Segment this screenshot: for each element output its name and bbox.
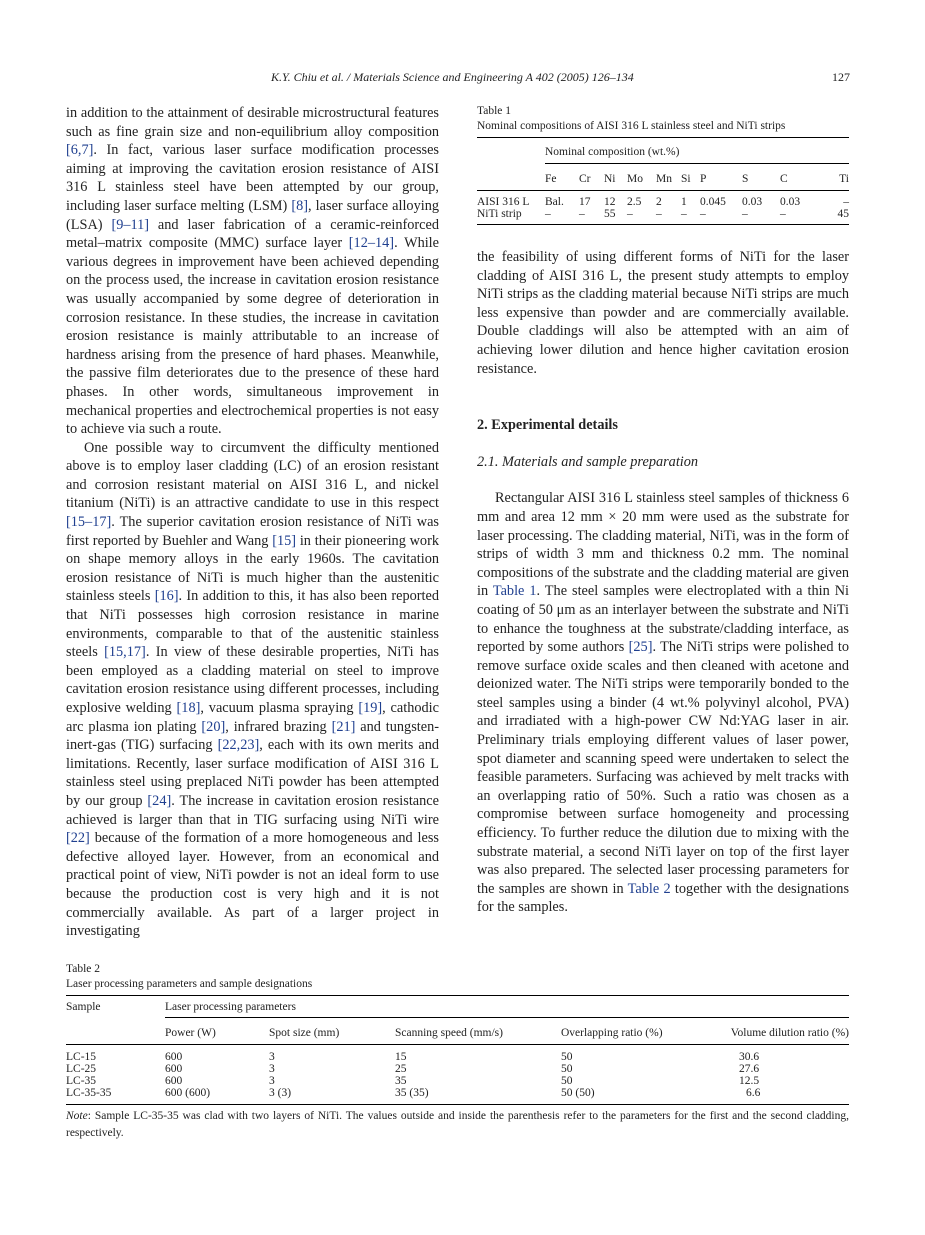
table-cell: 0.045 bbox=[700, 196, 726, 208]
column-header: S bbox=[742, 173, 749, 185]
paragraph-feasibility: the feasibility of using different forms of NiTi for the laser cladding of AISI 316 L, the present study attempts to employ NiTi strips as the cladding material because NiTi strips are much less expensive than powder and are commercially available. Double claddings will also be attempted with an aim of achieving lower dilution and hence higher cavitation erosion resistance. bbox=[477, 249, 849, 377]
table-cell: 3 bbox=[269, 1063, 275, 1075]
table-cell: 2 bbox=[656, 196, 662, 208]
column-header: Ni bbox=[604, 173, 616, 185]
citation-link[interactable]: [15,17] bbox=[104, 644, 146, 661]
citation-link[interactable]: [20] bbox=[201, 718, 226, 735]
row-label: AISI 316 L bbox=[477, 196, 530, 208]
column-header: C bbox=[780, 173, 788, 185]
table-1 bbox=[477, 104, 849, 225]
citation-link[interactable]: [22] bbox=[66, 830, 90, 847]
table-2-note bbox=[66, 1108, 849, 1142]
citation-link[interactable]: [9–11] bbox=[111, 216, 150, 233]
paragraph-intro-continued: in addition to the attainment of desirable microstructural features such as fine grain size and non-equilibrium alloy composition [6,7]. In fact, various laser surface modification processes aiming at improving the cavitation erosion resistance of AISI 316 L stainless steel have been attempted by our group, including laser surface melting (LSM) [8], laser surface alloying (LSA) [9–11] and laser fabrication of a ceramic-reinforced metal–matrix composite (MMC) surface layer [12–14]. While various degrees in improvement have been achieved depending on the process used, the increase in cavitation erosion resistance was usually accompanied by some degree of deterioration in corrosion resistance. In these studies, the increase in cavitation erosion resistance is mainly attributable to an increase of hardness arising from the presence of hard phases. Meanwhile, the passive film deteriorates due to the presence of these hard phases. In other words, simultaneous improvement in mechanical properties and electrochemical properties is not easy to achieve via such a route. bbox=[66, 105, 440, 438]
table-cell: – bbox=[627, 208, 633, 220]
table-row bbox=[477, 191, 849, 209]
table-cell: 15 bbox=[395, 1051, 407, 1063]
table-cell: 50 (50) bbox=[561, 1087, 595, 1099]
table-link[interactable]: Table 1 bbox=[492, 583, 537, 600]
table-cell: – bbox=[780, 208, 786, 220]
row-label: LC-35 bbox=[66, 1075, 97, 1087]
table-cell: 600 (600) bbox=[165, 1087, 211, 1099]
table-cell: 35 (35) bbox=[395, 1087, 429, 1099]
column-header: Power (W) bbox=[165, 1027, 216, 1039]
table-cell: 17 bbox=[579, 196, 591, 208]
paragraph-materials: Rectangular AISI 316 L stainless steel samples of thickness 6 mm and area 12 mm × 20 mm were used as the substrate for laser processing. The cladding material, NiTi, was in the form of strips of width 3 mm and thickness 0.2 mm. The nominal compositions of the substrate and the cladding material are given in Table 1. The steel samples were electroplated with a thin Ni coating of 50 μm as an interlayer between the substrate and NiTi to enhance the toughness at the substrate/cladding interface, as reported by some authors [25]. The NiTi strips were polished to remove surface oxide scales and then cleaned with acetone and deionized water. The NiTi strips were temporarily bonded to the steel samples using a binder (4 wt.% polyvinyl alcohol, PVA) and irradiated with a high-power CW Nd:YAG laser in air. Preliminary trials employing different values of laser power, spot diameter and scanning speed were undertaken to select the feasible parameters. Surfacing was achieved by melt tracks with an overlapping ratio of 50%. Such a ratio was chosen as a compromise between surface homogeneity and processing efficiency. To further reduce the dilution due to mixing with the substrate material, a second NiTi layer on top of the first layer was also prepared. The selected laser processing parameters for the samples are shown in Table 2 together with the designations for the samples. bbox=[477, 490, 850, 916]
column-header: Fe bbox=[545, 173, 557, 185]
subsection-title: 2.1. Materials and sample preparation bbox=[477, 453, 699, 470]
table-cell: Bal. bbox=[545, 196, 564, 208]
table-cell: 12.5 bbox=[739, 1075, 760, 1087]
column-header: Cr bbox=[579, 173, 591, 185]
row-label: LC-35-35 bbox=[66, 1087, 112, 1099]
table-cell: 600 bbox=[165, 1051, 183, 1063]
table-cell: 50 bbox=[561, 1075, 573, 1087]
table-row bbox=[477, 208, 849, 225]
left-column bbox=[66, 104, 439, 941]
table-cell: 600 bbox=[165, 1063, 183, 1075]
table-row bbox=[66, 1045, 849, 1064]
table-cell: – bbox=[700, 208, 706, 220]
table-1-label: Table 1 bbox=[477, 105, 512, 117]
table-cell: 12 bbox=[604, 196, 616, 208]
table-cell: 50 bbox=[561, 1051, 573, 1063]
row-label: NiTi strip bbox=[477, 208, 522, 220]
citation-link[interactable]: [18] bbox=[176, 700, 201, 716]
row-label: LC-15 bbox=[66, 1051, 97, 1063]
citation-link[interactable]: [12–14] bbox=[348, 235, 395, 252]
citation-link[interactable]: [19] bbox=[358, 700, 383, 716]
table-cell: 600 bbox=[165, 1075, 183, 1087]
table-cell: 27.6 bbox=[739, 1063, 760, 1075]
note-text: : Sample LC-35-35 was clad with two layers of NiTi. The values outside and inside the parenthesis refer to the parameters for the first and the second cladding, respectively. bbox=[66, 1110, 849, 1139]
column-header: Si bbox=[681, 173, 691, 185]
table-row bbox=[66, 1063, 849, 1075]
citation-link[interactable]: [16] bbox=[154, 588, 179, 605]
table-cell: – bbox=[742, 208, 748, 220]
row-label: LC-25 bbox=[66, 1063, 97, 1075]
column-header: Mo bbox=[627, 173, 643, 185]
table-row bbox=[66, 1087, 849, 1105]
column-header-sample: Sample bbox=[66, 1001, 101, 1014]
table-cell: 0.03 bbox=[780, 196, 801, 208]
table-row bbox=[66, 1075, 849, 1087]
table-cell: – bbox=[545, 208, 551, 220]
table-cell: 45 bbox=[837, 208, 849, 220]
table-cell: 50 bbox=[561, 1063, 573, 1075]
citation-link[interactable]: [15] bbox=[272, 532, 297, 549]
table-cell: 2.5 bbox=[627, 196, 642, 208]
column-header: Mn bbox=[656, 173, 672, 185]
column-header: P bbox=[700, 173, 707, 185]
laser-parameters-table bbox=[66, 995, 849, 1105]
table-cell: 3 bbox=[269, 1051, 275, 1063]
table-1-caption: Nominal compositions of AISI 316 L stainless steel and NiTi strips bbox=[477, 120, 786, 132]
table-cell: 1 bbox=[681, 196, 687, 208]
table-cell: – bbox=[681, 208, 687, 220]
citation-link[interactable]: [6,7] bbox=[66, 142, 94, 159]
citation-link[interactable]: [25] bbox=[628, 639, 653, 656]
table-cell: – bbox=[579, 208, 585, 220]
citation-link[interactable]: [15–17] bbox=[66, 514, 112, 531]
table-2-label: Table 2 bbox=[66, 963, 101, 975]
right-column bbox=[477, 248, 849, 917]
column-header: Volume dilution ratio (%) bbox=[730, 1027, 849, 1039]
page-number: 127 bbox=[832, 70, 850, 84]
table-cell: – bbox=[656, 208, 662, 220]
table-link[interactable]: Table 2 bbox=[627, 880, 671, 897]
table-cell: 25 bbox=[395, 1063, 407, 1075]
paragraph-laser-cladding: One possible way to circumvent the difficulty mentioned above is to employ laser cladding (LC) of an erosion resistant and corrosion resistant material on AISI 316 L, and nickel titanium (NiTi) is an attractive candidate to use in this respect [15–17]. The superior cavitation erosion resistance of NiTi was first reported by Buehler and Wang [15] in their pioneering work on shape memory alloys in the early 1960s. The cavitation erosion resistance of NiTi is much higher than the austenitic stainless steels [16]. In addition to this, it has also been reported that NiTi possesses high corrosion resistance in marine environments, comparable to that of the austenitic stainless steels [15,17]. In view of these desirable properties, NiTi has been employed as a cladding material on steel to improve cavitation erosion resistance using different processes, including explosive welding [18], vacuum plasma spraying [19], cathodic arc plasma ion plating [20], infrared brazing [21] and tungsten-inert-gas (TIG) surfacing [22,23], each with its own merits and limitations. Recently, laser surface modification of AISI 316 L stainless steel using preplaced NiTi powder has been attempted by our group [24]. The increase in cavitation erosion resistance achieved is larger than that in TIG surfacing using NiTi wire [22] because of the formation of a more homogeneous and less defective alloyed layer. However, from an economical and practical point of view, NiTi powder is not an ideal form to use because the production cost is very high and it is not commercially available. As part of a larger project in investigating bbox=[66, 439, 439, 940]
table-2-caption: Laser processing parameters and sample designations bbox=[66, 978, 313, 990]
table-cell: – bbox=[843, 196, 849, 208]
table-cell: 35 bbox=[395, 1075, 407, 1087]
table-2 bbox=[66, 962, 849, 1142]
column-header: Scanning speed (mm/s) bbox=[395, 1027, 503, 1039]
citation-link[interactable]: [22,23] bbox=[217, 737, 260, 754]
table-cell: 6.6 bbox=[746, 1087, 761, 1099]
section-title: 2. Experimental details bbox=[477, 417, 618, 434]
column-header: Ti bbox=[839, 173, 849, 185]
table-cell: 55 bbox=[604, 208, 616, 220]
citation-link[interactable]: [8] bbox=[291, 197, 309, 214]
table-cell: 3 bbox=[269, 1075, 275, 1087]
citation-link[interactable]: [24] bbox=[147, 792, 172, 809]
running-head: K.Y. Chiu et al. / Materials Science and Engineering A 402 (2005) 126–134 bbox=[271, 70, 634, 84]
note-label: Note bbox=[66, 1110, 88, 1122]
table-cell: 0.03 bbox=[742, 196, 763, 208]
composition-table bbox=[477, 137, 849, 225]
table-cell: 3 (3) bbox=[269, 1087, 292, 1099]
citation-link[interactable]: [21] bbox=[331, 718, 356, 735]
column-header: Overlapping ratio (%) bbox=[561, 1027, 663, 1039]
table-cell: 30.6 bbox=[739, 1051, 760, 1063]
composition-group-header: Nominal composition (wt.%) bbox=[545, 146, 849, 164]
column-header: Spot size (mm) bbox=[269, 1027, 340, 1039]
parameters-group-header: Laser processing parameters bbox=[165, 996, 849, 1018]
running-header bbox=[0, 70, 925, 88]
